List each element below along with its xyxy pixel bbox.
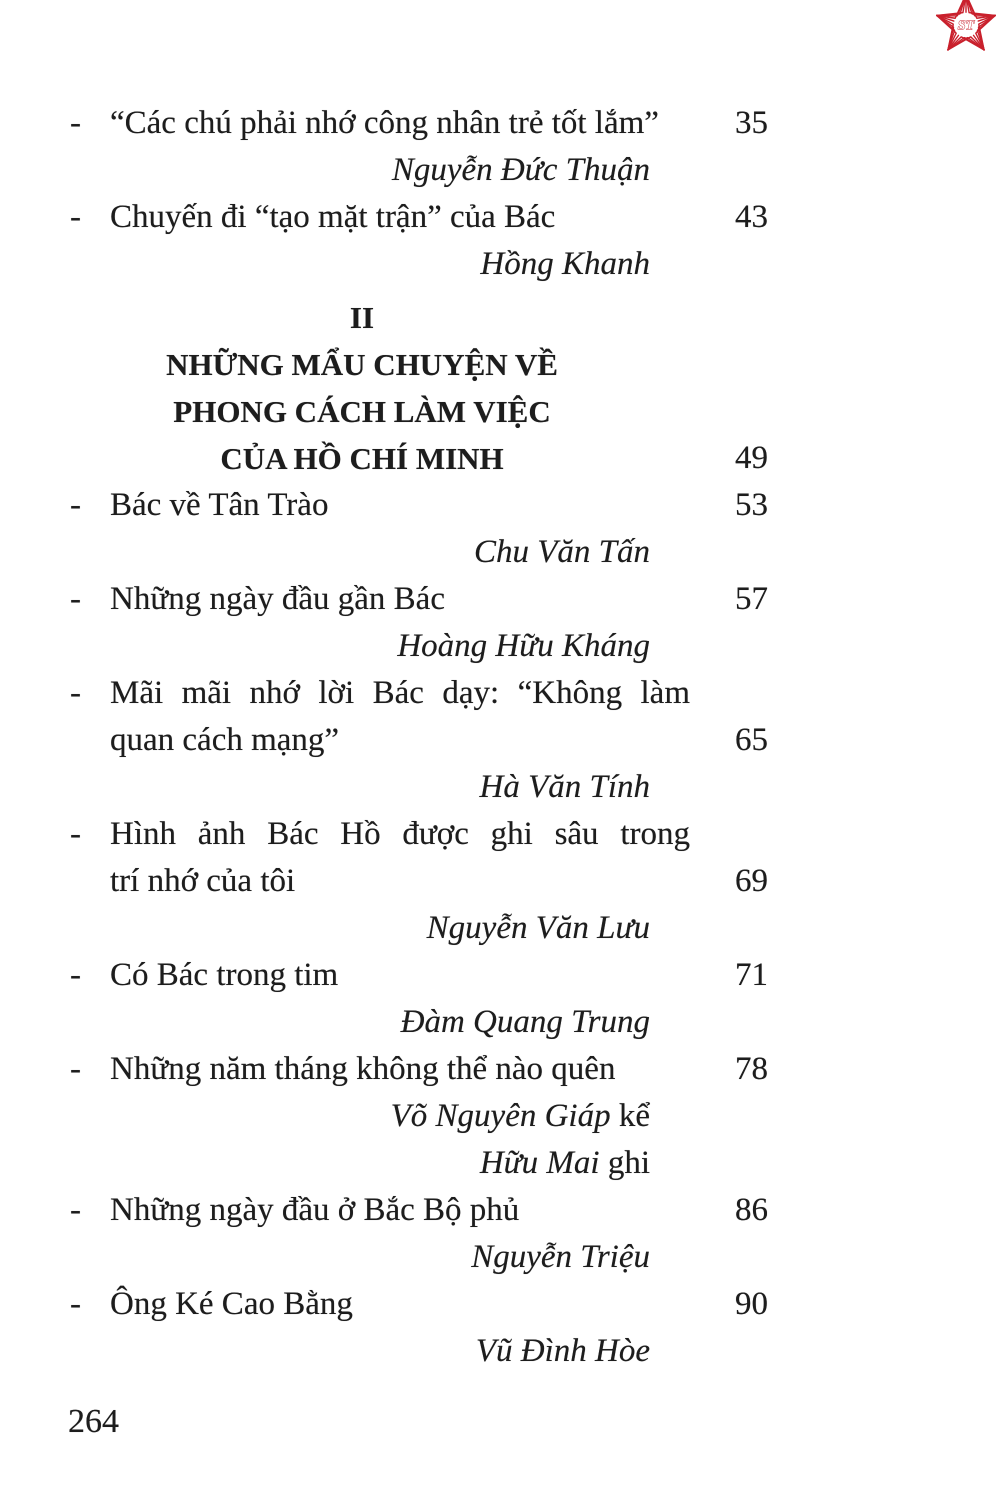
entry-author-line — [70, 764, 690, 811]
entry-page-number — [690, 670, 768, 717]
section-page-number: 49 — [735, 440, 768, 476]
section-page-number — [654, 388, 768, 435]
entry-page-number: 35 — [735, 105, 768, 141]
entry-author-line — [70, 1328, 690, 1375]
author-row — [70, 147, 768, 194]
entry-title-line: Chuyến đi “tạo mặt trận” của Bác — [110, 199, 556, 235]
section-row — [70, 341, 768, 388]
entry-title-line: Mãi mãi nhớ lời Bác dạy: “Không làm — [110, 675, 690, 711]
author-page-spacer — [690, 529, 768, 576]
author-row — [70, 1328, 768, 1375]
starburst-star-icon — [934, 0, 998, 57]
author-name: Võ Nguyên Giáp — [390, 1098, 611, 1134]
author-page-spacer — [690, 764, 768, 811]
toc-entry-row — [70, 194, 768, 241]
section-row — [70, 435, 768, 482]
author-row — [70, 905, 768, 952]
toc-entry-row — [70, 811, 768, 858]
author-name: Hoàng Hữu Kháng — [397, 628, 650, 664]
author-row — [70, 1140, 768, 1187]
section-row — [70, 294, 768, 341]
author-row — [70, 529, 768, 576]
entry-dash-spacer — [70, 717, 110, 764]
author-role-suffix: ghi — [599, 1145, 650, 1181]
table-of-contents — [70, 100, 768, 1375]
toc-entry-row — [70, 858, 768, 905]
section-title-line: CỦA HỒ CHÍ MINH — [220, 441, 504, 476]
toc-entry-row — [70, 670, 768, 717]
entry-dash: - — [70, 199, 81, 235]
entry-dash-spacer — [70, 858, 110, 905]
section-title-line: NHỮNG MẨU CHUYỆN VỀ — [166, 347, 558, 382]
author-page-spacer — [690, 1140, 768, 1187]
author-name: Nguyễn Văn Lưu — [426, 910, 650, 946]
toc-entry-row — [70, 717, 768, 764]
author-name: Vũ Đình Hòe — [475, 1333, 650, 1369]
entry-dash: - — [70, 816, 81, 852]
entry-page-number: 65 — [735, 722, 768, 758]
entry-title-line: “Các chú phải nhớ công nhân trẻ tốt lắm” — [110, 105, 659, 141]
author-row — [70, 1234, 768, 1281]
section-row — [70, 388, 768, 435]
author-name: Chu Văn Tấn — [473, 534, 650, 570]
entry-title-line: Những ngày đầu ở Bắc Bộ phủ — [110, 1192, 520, 1228]
entry-dash: - — [70, 1286, 81, 1322]
entry-dash: - — [70, 957, 81, 993]
entry-author-line — [70, 1093, 690, 1140]
entry-title-line: Những ngày đầu gần Bác — [110, 581, 445, 617]
entry-author-line — [70, 241, 690, 288]
entry-dash: - — [70, 1192, 81, 1228]
entry-title-line: Bác về Tân Trào — [110, 487, 329, 523]
entry-page-number: 71 — [735, 957, 768, 993]
section-page-spacer — [654, 294, 768, 341]
folio-page-number: 264 — [68, 1403, 119, 1440]
entry-title-line: Ông Ké Cao Bằng — [110, 1286, 353, 1322]
author-row — [70, 241, 768, 288]
entry-dash: - — [70, 1051, 81, 1087]
entry-title-line: Hình ảnh Bác Hồ được ghi sâu trong — [110, 816, 690, 852]
author-page-spacer — [690, 147, 768, 194]
entry-author-line — [70, 1140, 690, 1187]
author-page-spacer — [690, 241, 768, 288]
author-row — [70, 999, 768, 1046]
author-page-spacer — [690, 905, 768, 952]
entry-page-number: 90 — [735, 1286, 768, 1322]
entry-page-number: 86 — [735, 1192, 768, 1228]
entry-dash: - — [70, 581, 81, 617]
entry-author-line — [70, 623, 690, 670]
author-name: Hữu Mai — [479, 1145, 600, 1181]
entry-author-line — [70, 529, 690, 576]
section-title-line: PHONG CÁCH LÀM VIỆC — [173, 394, 551, 429]
toc-entry-row — [70, 482, 768, 529]
entry-dash: - — [70, 675, 81, 711]
entry-author-line — [70, 147, 690, 194]
entry-title-line: trí nhớ của tôi — [110, 863, 296, 899]
entry-dash: - — [70, 105, 81, 141]
author-name: Hồng Khanh — [480, 246, 650, 282]
entry-page-number: 78 — [735, 1051, 768, 1087]
author-page-spacer — [690, 999, 768, 1046]
author-row — [70, 764, 768, 811]
author-name: Hà Văn Tính — [479, 769, 650, 805]
entry-title-line: Những năm tháng không thể nào quên — [110, 1051, 616, 1087]
toc-entry-row — [70, 1046, 768, 1093]
entry-title-line: Có Bác trong tim — [110, 957, 339, 993]
entry-author-line — [70, 1234, 690, 1281]
toc-entry-row — [70, 952, 768, 999]
author-page-spacer — [690, 1234, 768, 1281]
author-name: Đàm Quang Trung — [400, 1004, 650, 1040]
toc-entry-row — [70, 1281, 768, 1328]
toc-entry-row — [70, 1187, 768, 1234]
entry-title-line: quan cách mạng” — [110, 722, 340, 758]
author-name: Nguyễn Đức Thuận — [391, 152, 650, 188]
entry-page-number: 43 — [735, 199, 768, 235]
entry-page-number: 57 — [735, 581, 768, 617]
author-page-spacer — [690, 1328, 768, 1375]
entry-author-line — [70, 999, 690, 1046]
entry-author-line — [70, 905, 690, 952]
entry-page-number — [690, 811, 768, 858]
section-numeral: II — [349, 300, 375, 335]
publisher-logo — [934, 0, 998, 57]
author-row — [70, 623, 768, 670]
entry-page-number: 53 — [735, 487, 768, 523]
logo-monogram: ST — [957, 17, 975, 34]
toc-entry-row — [70, 100, 768, 147]
toc-entry-row — [70, 576, 768, 623]
author-row — [70, 1093, 768, 1140]
section-page-number — [654, 341, 768, 388]
author-page-spacer — [690, 1093, 768, 1140]
entry-page-number: 69 — [735, 863, 768, 899]
author-page-spacer — [690, 623, 768, 670]
entry-dash: - — [70, 487, 81, 523]
author-name: Nguyễn Triệu — [471, 1239, 650, 1275]
author-role-suffix: kể — [610, 1098, 650, 1134]
